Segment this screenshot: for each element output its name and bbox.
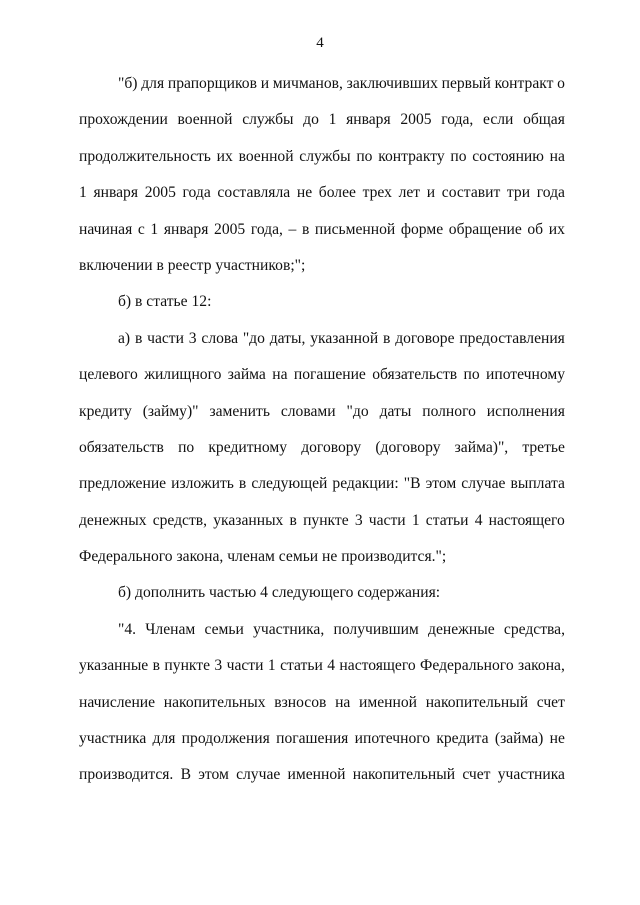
word: обязательств (372, 366, 458, 384)
word: настоящего (339, 657, 416, 675)
word: участника (497, 766, 565, 784)
word: года, (250, 220, 283, 238)
word: 1 (79, 184, 87, 202)
word: займа)", (454, 438, 509, 456)
word: полного (422, 402, 476, 420)
text-line (79, 139, 565, 175)
word: 4 (474, 511, 483, 529)
word: службы (299, 147, 351, 165)
word: следующей (251, 475, 328, 493)
word: договору (301, 438, 362, 456)
word: 2005 (214, 220, 246, 238)
word: прапорщиков (167, 75, 257, 92)
word: продолжения (181, 730, 270, 748)
word: редакции: (332, 475, 399, 493)
word: семьи (204, 620, 244, 638)
word: на (549, 147, 565, 165)
word: по (450, 147, 467, 165)
word: даты, (269, 329, 306, 347)
text-line (79, 721, 565, 757)
word: участника (79, 730, 147, 748)
word: о (557, 75, 565, 92)
word: статьи (280, 657, 323, 675)
word: "до (242, 329, 265, 347)
word: не (296, 184, 313, 202)
word: ипотечному (486, 366, 565, 384)
word: третье (522, 438, 565, 456)
text-line (79, 357, 565, 393)
word: погашение (293, 366, 366, 384)
word: об (527, 220, 544, 238)
word: статьи (425, 511, 469, 529)
text-line: Федерального закона, членам семьи не производится."; (79, 548, 447, 566)
word: и (260, 75, 270, 92)
word: накопительный (425, 693, 529, 711)
document-body (79, 66, 565, 794)
word: указанные (79, 657, 149, 675)
word: если (483, 111, 514, 129)
text-line (79, 66, 565, 102)
word: состоянию (472, 147, 544, 165)
word: (займу)" (142, 402, 199, 420)
word: 1 (267, 657, 276, 675)
word: и (426, 184, 436, 202)
word: 3 (354, 511, 363, 529)
word: указанной (310, 329, 379, 347)
word: по (178, 438, 195, 456)
word: прохождении (79, 111, 168, 129)
word: а) (118, 329, 131, 347)
word: января (163, 220, 209, 238)
word: форме (400, 220, 444, 238)
word: составит (441, 184, 501, 202)
word: именной (287, 766, 346, 784)
word: года (536, 184, 565, 202)
word: заключивших (346, 75, 438, 92)
word: средств, (152, 511, 208, 529)
word: пункте (303, 511, 349, 529)
word: января (346, 111, 391, 129)
word: случае (236, 766, 281, 784)
word: взносов (274, 693, 327, 711)
text-line (79, 612, 565, 648)
word: производится. (79, 766, 174, 784)
word: даты (379, 402, 412, 420)
word: контракту (378, 147, 445, 165)
word: на (335, 693, 351, 711)
word: 3 (188, 329, 197, 347)
word: участника, (253, 620, 325, 638)
word: исполнения (486, 402, 565, 420)
text-line: б) дополнить частью 4 следующего содержания: (118, 584, 441, 602)
word: настоящего (488, 511, 565, 529)
word: получившим (333, 620, 419, 638)
word: Членам (145, 620, 196, 638)
text-line (79, 321, 565, 357)
word: 1 (150, 220, 159, 238)
word: этом (198, 766, 229, 784)
word: "до (346, 402, 369, 420)
word: их (548, 220, 565, 238)
word: года, (441, 111, 474, 129)
word: денежные (428, 620, 495, 638)
word: их (216, 147, 233, 165)
word: с (137, 220, 145, 238)
word: изложить (171, 475, 234, 493)
word: словами (280, 402, 336, 420)
text-line (79, 503, 565, 539)
word: службы (242, 111, 294, 129)
word: начисление (79, 693, 156, 711)
word: кредитному (208, 438, 288, 456)
word: военной (238, 147, 294, 165)
word: письменной (314, 220, 396, 238)
word: заменить (209, 402, 270, 420)
word: лет (398, 184, 421, 202)
word: случае (461, 475, 506, 493)
word: именной (359, 693, 418, 711)
word: 2005 (400, 111, 432, 129)
word: счет (536, 693, 565, 711)
word: указанных (213, 511, 284, 529)
word: средства, (503, 620, 565, 638)
word: в (383, 329, 391, 347)
word: составляла (217, 184, 291, 202)
word: этом (425, 475, 457, 493)
word: 1 (328, 111, 337, 129)
text-line (79, 212, 565, 248)
word: кредиту (79, 402, 132, 420)
text-line (79, 430, 565, 466)
word: 4 (327, 657, 336, 675)
word: продолжительность (79, 147, 211, 165)
text-line (79, 466, 565, 502)
word: для (141, 75, 165, 92)
word: по (356, 147, 373, 165)
word: в (152, 657, 161, 675)
word: для (152, 730, 176, 748)
word: в (301, 220, 310, 238)
word: целевого (79, 366, 138, 384)
text-line: включении в реестр участников;"; (79, 256, 306, 274)
word: договоре (395, 329, 455, 347)
word: 2005 (144, 184, 176, 202)
word: ипотечного (354, 730, 431, 748)
page-number: 4 (316, 35, 324, 51)
word: мичманов, (272, 75, 343, 92)
word: 3 (214, 657, 223, 675)
word: накопительных (163, 693, 266, 711)
word: обращение (448, 220, 522, 238)
word: не (549, 730, 565, 748)
word: закона, (518, 657, 565, 675)
word: контракт (494, 75, 554, 92)
word: выплата (510, 475, 565, 493)
word: пункте (164, 657, 211, 675)
word: обязательств (79, 438, 164, 456)
word: В (180, 766, 191, 784)
word: Федерального (420, 657, 514, 675)
word: в (289, 511, 297, 529)
text-line (79, 102, 565, 138)
word: в (134, 329, 143, 347)
word: счет (462, 766, 491, 784)
word: денежных (79, 511, 147, 529)
word: займа (227, 366, 266, 384)
word: года (182, 184, 211, 202)
word: в (238, 475, 247, 493)
text-line (79, 175, 565, 211)
word: части (368, 511, 406, 529)
text-line (79, 685, 565, 721)
word: части (147, 329, 184, 347)
word: слова (201, 329, 238, 347)
word: на (272, 366, 288, 384)
word: января (93, 184, 139, 202)
word: более (318, 184, 356, 202)
word: – (288, 220, 297, 238)
word: кредита (436, 730, 489, 748)
word: "В (403, 475, 421, 493)
word: первый (441, 75, 491, 92)
text-line (79, 757, 565, 793)
word: начиная (79, 220, 133, 238)
word: три (506, 184, 531, 202)
text-line (79, 648, 565, 684)
word: до (303, 111, 319, 129)
word: части (226, 657, 264, 675)
word: "б) (118, 75, 138, 92)
word: (займа) (494, 730, 544, 748)
word: трех (362, 184, 392, 202)
word: погашения (276, 730, 349, 748)
word: по (463, 366, 480, 384)
text-line: б) в статье 12: (118, 293, 212, 311)
word: "4. (118, 620, 137, 638)
word: накопительный (352, 766, 456, 784)
word: жилищного (144, 366, 222, 384)
word: общая (523, 111, 565, 129)
word: военной (177, 111, 233, 129)
word: предоставления (459, 329, 565, 347)
word: (договору (375, 438, 441, 456)
word: предложение (79, 475, 167, 493)
text-line (79, 394, 565, 430)
word: 1 (411, 511, 420, 529)
